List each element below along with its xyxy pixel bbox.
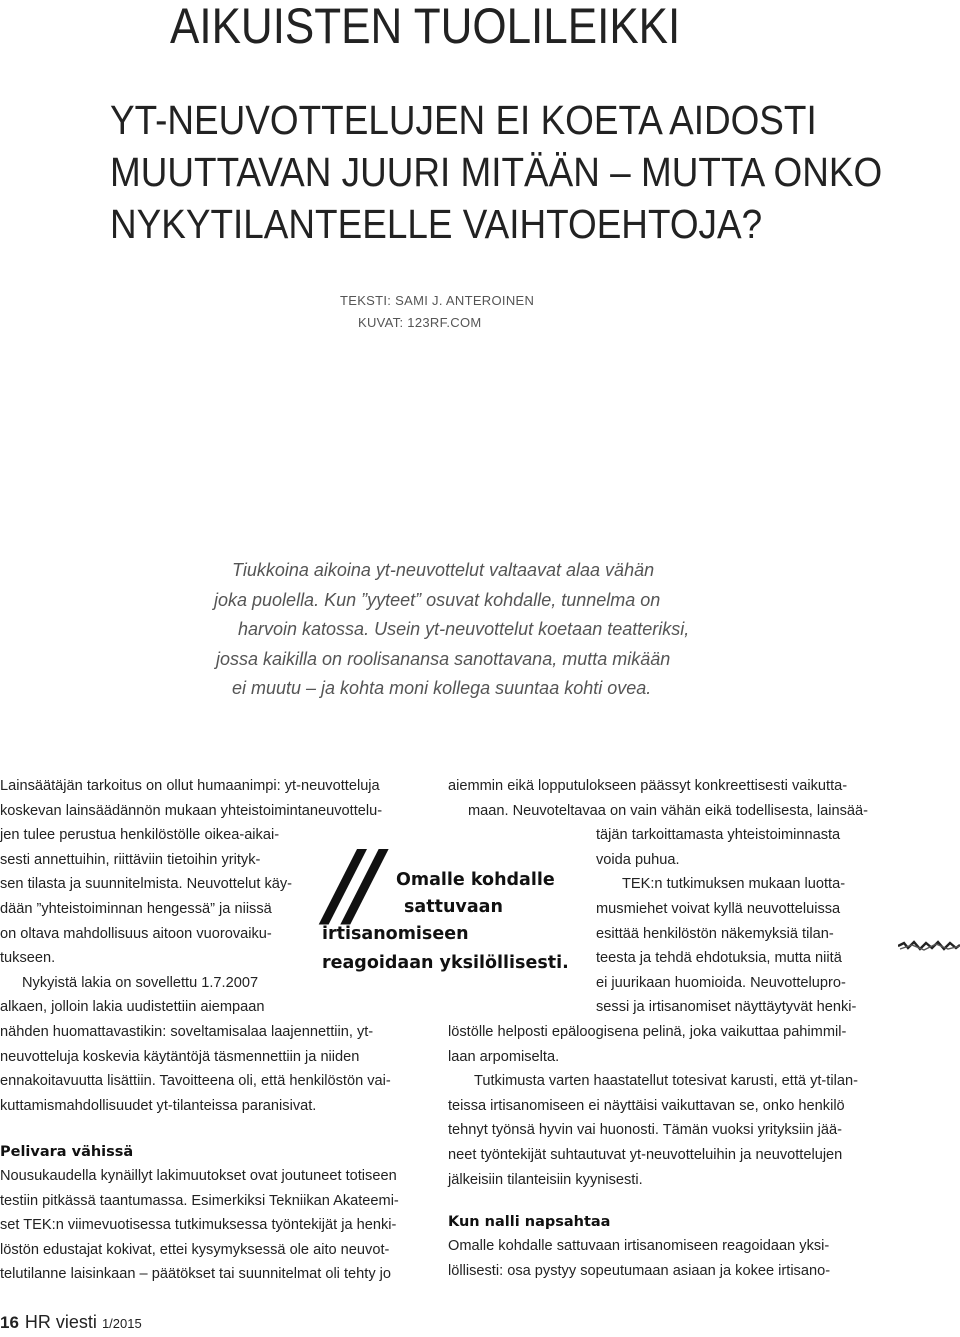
body-line: sesti annettuihin, riittäviin tietoihin yrityk- — [0, 851, 261, 868]
body-line: Tutkimusta varten haastatellut totesivat karusti, että yt-tilan- — [474, 1073, 858, 1090]
body-line: laan arpomiselta. — [448, 1048, 560, 1065]
magazine-name: HR viesti — [24, 1312, 97, 1332]
page-number: 16 — [0, 1313, 19, 1332]
body-line: teissa irtisanomiseen ei näyttäisi vaikuttavan se, onko henkilö — [448, 1097, 845, 1114]
body-line: Nykyistä lakia on sovellettu 1.7.2007 — [22, 974, 259, 991]
credits — [340, 290, 534, 334]
right-column — [448, 774, 908, 1192]
photo-credit: KUVAT: 123RF.COM — [358, 315, 482, 330]
body-line: nähden huomattavastikin: soveltamisalaa laajennettiin, yt- — [0, 1023, 374, 1040]
body-line: maan. Neuvoteltavaa on vain vähän eikä todellisesta, lainsää- — [468, 802, 868, 819]
lead-line: joka puolella. Kun ”yyteet” osuvat kohdalle, tunnelma on — [214, 589, 661, 610]
body-line: tehnyt työnsä hyvin vai huonosti. Tämän vuoksi yrityksiin jää- — [448, 1122, 842, 1139]
quote-mark-icon: // — [326, 830, 370, 938]
lead-line: ei muutu – ja kohta moni kollega suuntaa kohti ovea. — [232, 678, 652, 698]
body-line: neet työntekijät suhtautuvat yt-neuvotteluihin ja neuvottelujen — [448, 1146, 843, 1163]
body-line: alkaen, jolloin lakia uudistettiin aiempaan — [0, 999, 265, 1016]
pull-quote-line: irtisanomiseen — [322, 924, 469, 944]
lead-line: Tiukkoina aikoina yt-neuvottelut valtaavat alaa vähän — [232, 560, 655, 580]
pull-quote-line: sattuvaan — [404, 897, 503, 917]
body-line: jälkeisiin tilanteisiin kyynisesti. — [448, 1171, 643, 1188]
body-line: dään ”yhteistoiminnan hengessä” ja niissä — [0, 900, 272, 917]
body-line: Nousukaudella kynäillyt lakimuutokset ovat joutuneet totiseen — [0, 1168, 397, 1184]
body-line: Omalle kohdalle sattuvaan irtisanomiseen reagoidaan yksi- — [448, 1238, 830, 1254]
lead-line: jossa kaikilla on roolisanansa sanottavana, mutta mikään — [216, 648, 671, 669]
body-line: aiemmin eikä lopputulokseen päässyt konkreettisesti vaikutta- — [448, 778, 848, 794]
body-line: set TEK:n viimevuotisessa tutkimuksessa työntekijät ja henki- — [0, 1217, 397, 1234]
body-line: voida puhua. — [596, 851, 680, 868]
body-line: täjän tarkoittamasta yhteistoiminnasta — [596, 827, 841, 844]
article-headline — [110, 94, 883, 250]
headline-line: YT-NEUVOTTELUJEN EI KOETA AIDOSTI — [110, 97, 817, 143]
headline-line: NYKYTILANTEELLE VAIHTOEHTOJA? — [110, 201, 763, 247]
body-line: löstön edustajat kokivat, ettei kysymyksessä ole aito neuvot- — [0, 1241, 390, 1258]
body-line: sen tilasta ja suunnitelmista. Neuvottelut käy- — [0, 876, 293, 893]
body-line: TEK:n tutkimuksen mukaan luotta- — [622, 876, 846, 893]
decorative-scribble — [898, 940, 960, 952]
body-line: ennakoitavuutta lisättiin. Tavoitteena oli, että henkilöstön vai- — [0, 1073, 391, 1090]
lead-paragraph — [200, 556, 700, 704]
body-line: teesta ja tehdä ehdotuksia, mutta niitä — [596, 950, 842, 967]
body-line: testiin pitkässä taantumassa. Esimerkiksi Tekniikan Akateemi- — [0, 1192, 399, 1209]
body-line: on oltava mahdollisuus aitoon vuorovaiku- — [0, 925, 272, 942]
right-column-continued — [448, 1234, 908, 1283]
body-line: kuttamismahdollisuudet yt-tilanteissa paranisivat. — [0, 1097, 317, 1114]
body-line: tukseen. — [0, 950, 56, 967]
pull-quote-line: reagoidaan yksilöllisesti. — [322, 953, 569, 973]
body-line: esittää henkilöstön näkemyksiä tilan- — [596, 925, 834, 942]
subheading-pelivara: Pelivara vähissä — [0, 1144, 134, 1160]
body-line: musmiehet voivat kyllä neuvotteluissa — [596, 900, 841, 917]
body-line: löllisesti: osa pystyy sopeutumaan asiaan ja kokee irtisano- — [448, 1262, 831, 1279]
body-line: jen tulee perustua henkilöstölle oikea-aikai- — [0, 827, 280, 844]
left-column-continued — [0, 1164, 420, 1287]
body-line: Lainsäätäjän tarkoitus on ollut humaanimpi: yt-neuvotteluja — [0, 778, 380, 794]
subheading-kun-nalli: Kun nalli napsahtaa — [448, 1214, 611, 1230]
body-line: telutilanne laisinkaan – päätökset tai suunnitelmat oli tehty jo — [0, 1266, 392, 1283]
issue-number: 1/2015 — [101, 1316, 142, 1331]
page-footer — [0, 1312, 142, 1333]
section-kicker: AIKUISTEN TUOLILEIKKI — [170, 0, 681, 54]
body-line: neuvotteluja koskevia käytäntöjä täsmennettiin ja niiden — [0, 1048, 360, 1065]
body-line: ei juurikaan huomioida. Neuvottelupro- — [596, 974, 846, 991]
pull-quote-line: Omalle kohdalle — [396, 870, 555, 890]
body-line: koskevan lainsäädännön mukaan yhteistoimintaneuvottelu- — [0, 802, 383, 819]
body-line: sessi ja irtisanomiset näyttäytyvät henki- — [596, 999, 857, 1016]
headline-line: MUUTTAVAN JUURI MITÄÄN – MUTTA ONKO — [110, 149, 883, 195]
byline: TEKSTI: SAMI J. ANTEROINEN — [340, 293, 535, 308]
lead-line: harvoin katossa. Usein yt-neuvottelut koetaan teatteriksi, — [238, 619, 690, 639]
body-line: löstölle helposti epäloogisena pelinä, joka vaikuttaa pahimmil- — [448, 1023, 847, 1040]
